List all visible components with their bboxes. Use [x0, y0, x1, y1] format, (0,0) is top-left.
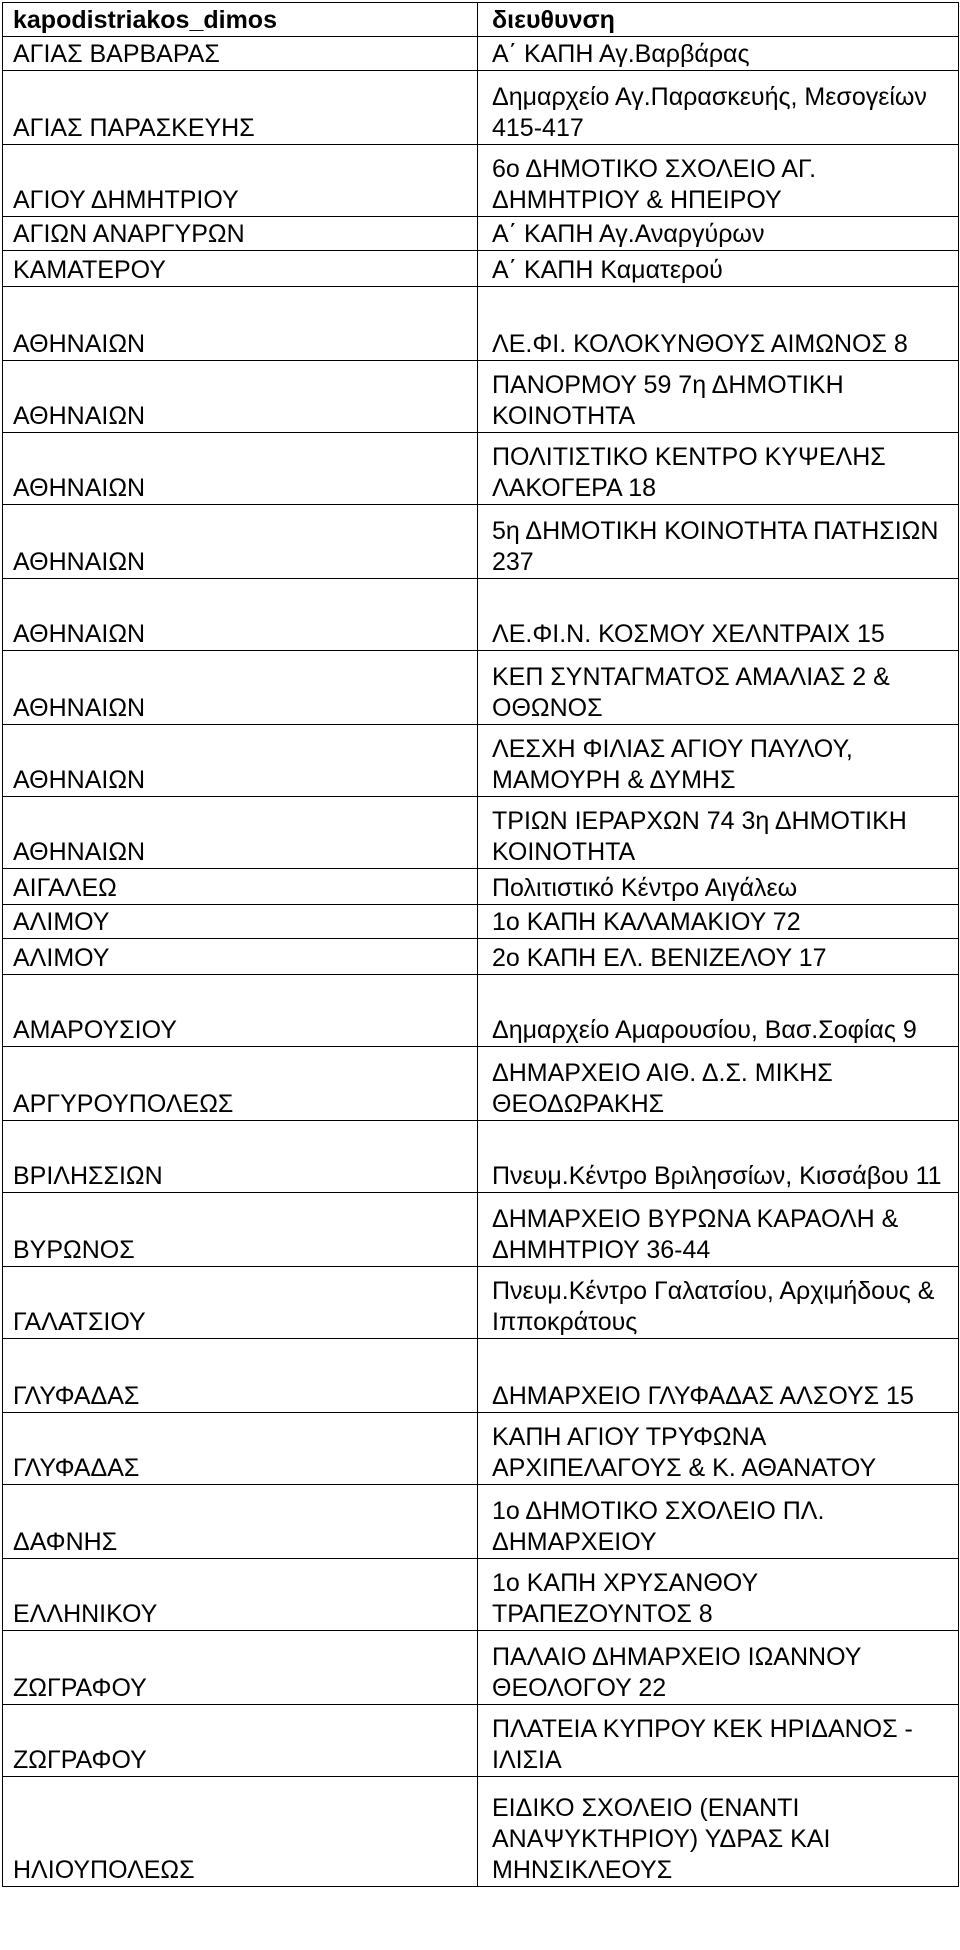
cell-dimos: ΖΩΓΡΑΦΟΥ [3, 1705, 478, 1777]
table-row [3, 1267, 959, 1339]
cell-address: Πνευμ.Κέντρο Βριλησσίων, Κισσάβου 11 [478, 1121, 959, 1193]
cell-dimos: ΑΓΙΑΣ ΠΑΡΑΣΚΕΥΗΣ [3, 71, 478, 145]
cell-dimos: ΔΑΦΝΗΣ [3, 1485, 478, 1559]
table-row [3, 1777, 959, 1887]
table-row [3, 725, 959, 797]
cell-address: Δημαρχείο Αμαρουσίου, Βασ.Σοφίας 9 [478, 975, 959, 1047]
table-row [3, 975, 959, 1047]
cell-address: Πνευμ.Κέντρο Γαλατσίου, Αρχιμήδους & Ιπποκράτους [478, 1267, 959, 1339]
table-body [3, 3, 959, 1887]
table-row [3, 145, 959, 217]
table-row [3, 905, 959, 939]
table-row [3, 505, 959, 579]
cell-dimos: ΑΘΗΝΑΙΩΝ [3, 433, 478, 505]
cell-address: Πολιτιστικό Κέντρο Αιγάλεω [478, 869, 959, 905]
header-address: διευθυνση [478, 3, 959, 37]
cell-dimos: ΓΑΛΑΤΣΙΟΥ [3, 1267, 478, 1339]
table-row [3, 797, 959, 869]
cell-address: 5η ΔΗΜΟΤΙΚΗ ΚΟΙΝΟΤΗΤΑ ΠΑΤΗΣΙΩΝ 237 [478, 505, 959, 579]
cell-address: ΠΟΛΙΤΙΣΤΙΚΟ ΚΕΝΤΡΟ ΚΥΨΕΛΗΣ ΛΑΚΟΓΕΡΑ 18 [478, 433, 959, 505]
cell-address: 6ο ΔΗΜΟΤΙΚΟ ΣΧΟΛΕΙΟ ΑΓ. ΔΗΜΗΤΡΙΟΥ & ΗΠΕΙΡΟΥ [478, 145, 959, 217]
table-row [3, 1339, 959, 1413]
cell-address: ΔΗΜΑΡΧΕΙΟ ΒΥΡΩΝΑ ΚΑΡΑΟΛΗ & ΔΗΜΗΤΡΙΟΥ 36-44 [478, 1193, 959, 1267]
cell-dimos: ΖΩΓΡΑΦΟΥ [3, 1631, 478, 1705]
cell-address: ΛΕΣΧΗ ΦΙΛΙΑΣ ΑΓΙΟΥ ΠΑΥΛΟΥ, ΜΑΜΟΥΡΗ & ΔΥΜΗΣ [478, 725, 959, 797]
table-row [3, 287, 959, 361]
cell-address: ΠΑΛΑΙΟ ΔΗΜΑΡΧΕΙΟ ΙΩΑΝΝΟΥ ΘΕΟΛΟΓΟΥ 22 [478, 1631, 959, 1705]
table-row [3, 1705, 959, 1777]
cell-address: Α΄ ΚΑΠΗ Αγ.Αναργύρων [478, 217, 959, 251]
table-row [3, 1193, 959, 1267]
table-row [3, 579, 959, 651]
cell-address: ΤΡΙΩΝ ΙΕΡΑΡΧΩΝ 74 3η ΔΗΜΟΤΙΚΗ ΚΟΙΝΟΤΗΤΑ [478, 797, 959, 869]
table-row [3, 433, 959, 505]
cell-dimos: ΑΘΗΝΑΙΩΝ [3, 287, 478, 361]
table-row [3, 651, 959, 725]
cell-dimos: ΒΥΡΩΝΟΣ [3, 1193, 478, 1267]
cell-address: ΔΗΜΑΡΧΕΙΟ ΓΛΥΦΑΔΑΣ ΑΛΣΟΥΣ 15 [478, 1339, 959, 1413]
cell-dimos: ΑΡΓΥΡΟΥΠΟΛΕΩΣ [3, 1047, 478, 1121]
table-row [3, 37, 959, 71]
cell-address: ΠΛΑΤΕΙΑ ΚΥΠΡΟΥ ΚΕΚ ΗΡΙΔΑΝΟΣ - ΙΛΙΣΙΑ [478, 1705, 959, 1777]
table-row [3, 217, 959, 251]
cell-dimos: ΒΡΙΛΗΣΣΙΩΝ [3, 1121, 478, 1193]
cell-dimos: ΑΜΑΡΟΥΣΙΟΥ [3, 975, 478, 1047]
cell-dimos: ΑΛΙΜΟΥ [3, 905, 478, 939]
table-row [3, 361, 959, 433]
cell-dimos: ΓΛΥΦΑΔΑΣ [3, 1339, 478, 1413]
cell-address: ΕΙΔΙΚΟ ΣΧΟΛΕΙΟ (ΕΝΑΝΤΙ ΑΝΑΨΥΚΤΗΡΙΟΥ) ΥΔΡΑΣ ΚΑΙ ΜΗΝΣΙΚΛΕΟΥΣ [478, 1777, 959, 1887]
cell-dimos: ΑΘΗΝΑΙΩΝ [3, 651, 478, 725]
cell-address: 1ο ΚΑΠΗ ΧΡΥΣΑΝΘΟΥ ΤΡΑΠΕΖΟΥΝΤΟΣ 8 [478, 1559, 959, 1631]
cell-dimos: ΕΛΛΗΝΙΚΟΥ [3, 1559, 478, 1631]
table-row [3, 869, 959, 905]
table-row [3, 71, 959, 145]
table-row [3, 1047, 959, 1121]
address-table [2, 2, 959, 1887]
cell-dimos: ΑΘΗΝΑΙΩΝ [3, 797, 478, 869]
cell-address: ΛΕ.ΦΙ.Ν. ΚΟΣΜΟΥ ΧΕΛΝΤΡΑΙΧ 15 [478, 579, 959, 651]
table-row [3, 939, 959, 975]
table-row [3, 1631, 959, 1705]
table-row [3, 1559, 959, 1631]
header-dimos: kapodistriakos_dimos [3, 3, 478, 37]
cell-address: ΚΑΠΗ ΑΓΙΟΥ ΤΡΥΦΩΝΑ ΑΡΧΙΠΕΛΑΓΟΥΣ & Κ. ΑΘΑΝΑΤΟΥ [478, 1413, 959, 1485]
cell-dimos: ΚΑΜΑΤΕΡΟΥ [3, 251, 478, 287]
cell-address: 1ο ΔΗΜΟΤΙΚΟ ΣΧΟΛΕΙΟ ΠΛ. ΔΗΜΑΡΧΕΙΟΥ [478, 1485, 959, 1559]
header-row [3, 3, 959, 37]
table-row [3, 1121, 959, 1193]
cell-dimos: ΑΓΙΟΥ ΔΗΜΗΤΡΙΟΥ [3, 145, 478, 217]
cell-dimos: ΑΙΓΑΛΕΩ [3, 869, 478, 905]
cell-address: Α΄ ΚΑΠΗ Αγ.Βαρβάρας [478, 37, 959, 71]
cell-dimos: ΑΘΗΝΑΙΩΝ [3, 361, 478, 433]
cell-address: Α΄ ΚΑΠΗ Καματερού [478, 251, 959, 287]
cell-address: ΛΕ.ΦΙ. ΚΟΛΟΚΥΝΘΟΥΣ ΑΙΜΩΝΟΣ 8 [478, 287, 959, 361]
cell-dimos: ΓΛΥΦΑΔΑΣ [3, 1413, 478, 1485]
cell-address: 1ο ΚΑΠΗ ΚΑΛΑΜΑΚΙΟΥ 72 [478, 905, 959, 939]
cell-dimos: ΗΛΙΟΥΠΟΛΕΩΣ [3, 1777, 478, 1887]
table-row [3, 1413, 959, 1485]
table-row [3, 1485, 959, 1559]
cell-dimos: ΑΘΗΝΑΙΩΝ [3, 725, 478, 797]
table-row [3, 251, 959, 287]
cell-address: 2ο ΚΑΠΗ ΕΛ. ΒΕΝΙΖΕΛΟΥ 17 [478, 939, 959, 975]
cell-dimos: ΑΛΙΜΟΥ [3, 939, 478, 975]
cell-dimos: ΑΓΙΩΝ ΑΝΑΡΓΥΡΩΝ [3, 217, 478, 251]
cell-address: Δημαρχείο Αγ.Παρασκευής, Μεσογείων 415-417 [478, 71, 959, 145]
cell-dimos: ΑΘΗΝΑΙΩΝ [3, 579, 478, 651]
cell-address: ΚΕΠ ΣΥΝΤΑΓΜΑΤΟΣ ΑΜΑΛΙΑΣ 2 & ΟΘΩΝΟΣ [478, 651, 959, 725]
cell-address: ΔΗΜΑΡΧΕΙΟ ΑΙΘ. Δ.Σ. ΜΙΚΗΣ ΘΕΟΔΩΡΑΚΗΣ [478, 1047, 959, 1121]
cell-dimos: ΑΓΙΑΣ ΒΑΡΒΑΡΑΣ [3, 37, 478, 71]
cell-dimos: ΑΘΗΝΑΙΩΝ [3, 505, 478, 579]
cell-address: ΠΑΝΟΡΜΟΥ 59 7η ΔΗΜΟΤΙΚΗ ΚΟΙΝΟΤΗΤΑ [478, 361, 959, 433]
